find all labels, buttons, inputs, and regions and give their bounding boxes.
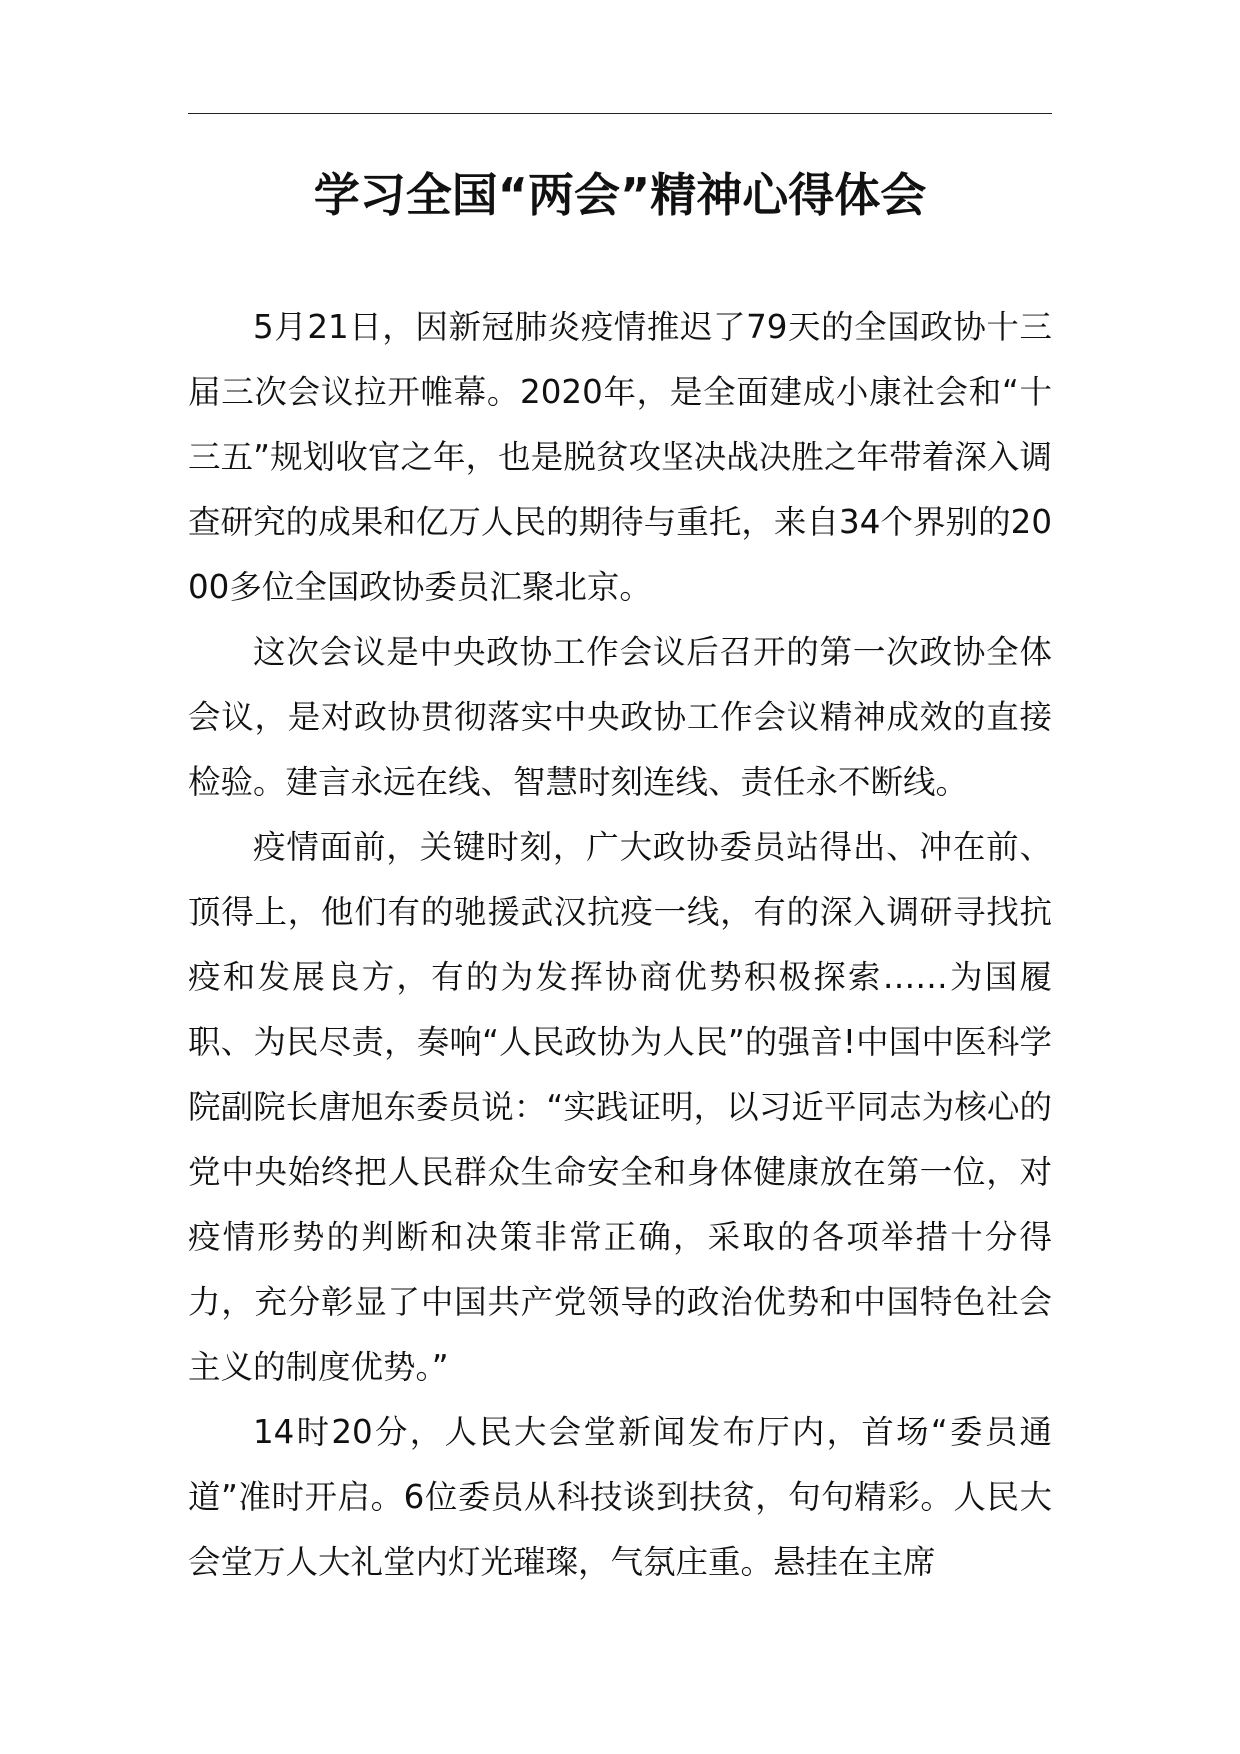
paragraph-3: 疫情面前，关键时刻，广大政协委员站得出、冲在前、顶得上，他们有的驰援武汉抗疫一线，有的深入调研寻找抗疫和发展良方，有的为发挥协商优势积极探索……为国履职、为民尽责，奏响“人民政协为人民”的强音!中国中医科学院副院长唐旭东委员说：“实践证明，以习近平同志为核心的党中央始终把人民群众生命安全和身体健康放在第一位，对疫情形势的判断和决策非常正确，采取的各项举措十分得力，充分彰显了中国共产党领导的政治优势和中国特色社会主义的制度优势。”: [188, 828, 1052, 1386]
paragraph-2: 这次会议是中央政协工作会议后召开的第一次政协全体会议，是对政协贯彻落实中央政协工作会议精神成效的直接检验。建言永远在线、智慧时刻连线、责任永不断线。: [188, 633, 1052, 801]
paragraph-4: 14时20分，人民大会堂新闻发布厅内，首场“委员通道”准时开启。6位委员从科技谈到扶贫，句句精彩。人民大会堂万人大礼堂内灯光璀璨，气氛庄重。悬挂在主席: [188, 1413, 1052, 1581]
header-rule: [188, 113, 1052, 114]
document-title: 学习全国“两会”精神心得体会: [313, 168, 927, 222]
paragraph-1: 5月21日，因新冠肺炎疫情推迟了79天的全国政协十三届三次会议拉开帷幕。2020年，是全面建成小康社会和“十三五”规划收官之年，也是脱贫攻坚决战决胜之年带着深入调查研究的成果和亿万人民的期待与重托，来自34个界别的2000多位全国政协委员汇聚北京。: [188, 308, 1052, 606]
document-body: [188, 295, 1052, 1595]
